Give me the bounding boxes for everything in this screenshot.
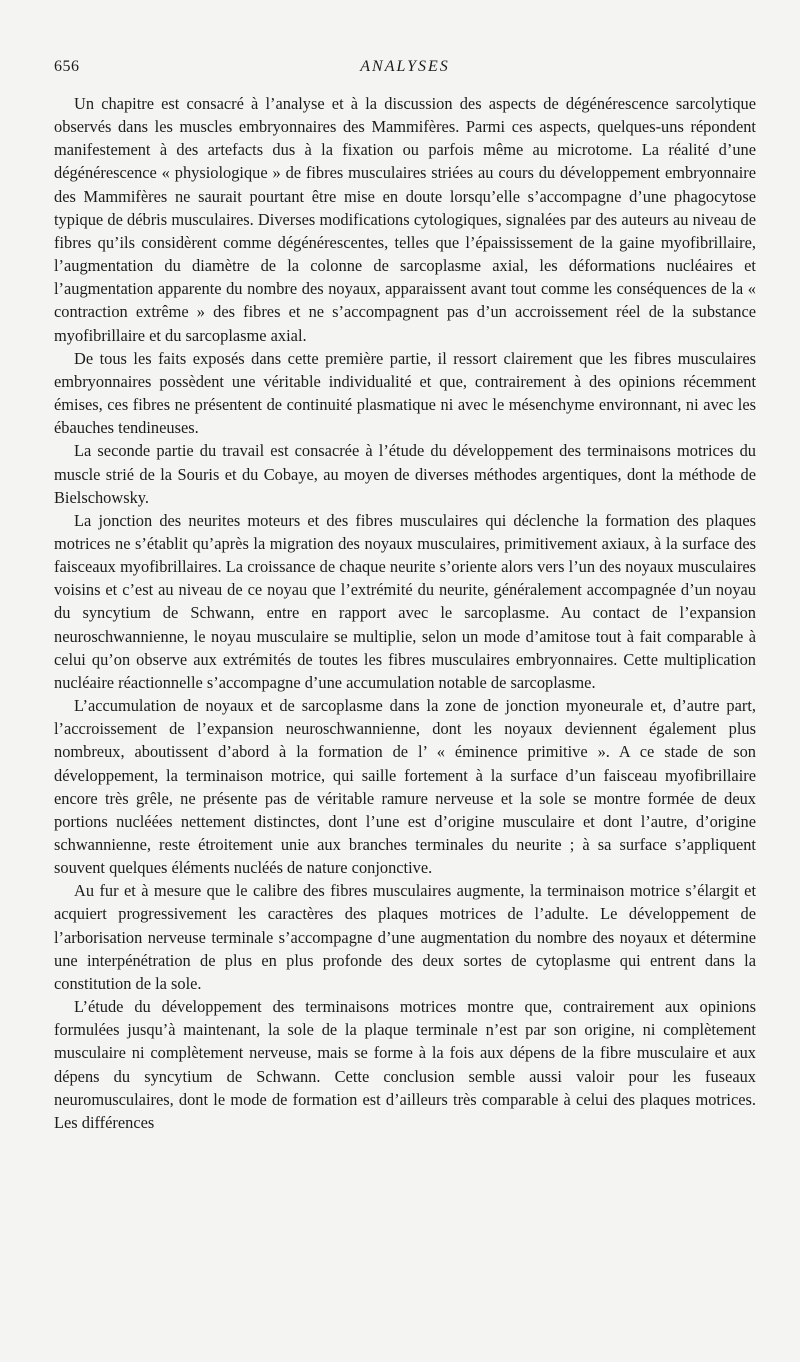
paragraph-individualite: De tous les faits exposés dans cette première partie, il ressort clairement que les fibres musculaires embryonnaires possèdent une véritable individualité et que, contrairement à des opinions récemment émises, ces fibres ne présentent de continuité plasmatique ni avec le mésenchyme environnant, ni avec les ébauches tendineuses. (54, 348, 756, 438)
paragraph-calibre: Au fur et à mesure que le calibre des fibres musculaires augmente, la terminaison motrice s’élargit et acquiert progressivement les caractères des plaques motrices de l’adulte. Le développement de l’arborisation nerveuse terminale s’accompagne d’une augmentation du nombre des noyaux et détermine une interpénétration de plus en plus profonde des deux sortes de cytoplasme qui entrent dans la constitution de la sole. (54, 881, 756, 993)
page-header (54, 58, 756, 84)
paragraph-conclusion: L’étude du développement des terminaisons motrices montre que, contrairement aux opinions formulées jusqu’à maintenant, la sole de la plaque terminale n’est par son origine, ni complètement musculaire ni complètement nerveuse, mais se forme à la fois aux dépens de la fibre musculaire et aux dépens du syncytium de Schwann. Cette conclusion semble aussi valoir pour les fuseaux neuromusculaires, dont le mode de formation est d’ailleurs très comparable à celui des plaques motrices. Les différences (54, 997, 756, 1132)
running-title: ANALYSES (360, 58, 450, 75)
page-number: 656 (54, 58, 80, 75)
body-text (54, 92, 756, 1134)
paragraph-seconde-partie: La seconde partie du travail est consacrée à l’étude du développement des terminaisons motrices du muscle strié de la Souris et du Cobaye, au moyen de diverses méthodes argentiques, dont la méthode de Bielschowsky. (54, 441, 756, 507)
paragraph-jonction: La jonction des neurites moteurs et des fibres musculaires qui déclenche la formation des plaques motrices ne s’établit qu’après la migration des noyaux musculaires, primitivement axiaux, à la surface des faisceaux myofibrillaires. La croissance de chaque neurite s’oriente alors vers l’un des noyaux musculaires voisins et c’est au niveau de ce noyau que l’extrémité du neurite, généralement accompagnée d’un noyau du syncytium de Schwann, entre en rapport avec le sarcoplasme. Au contact de l’expansion neuroschwannienne, le noyau musculaire se multiplie, selon un mode d’amitose tout à fait comparable à celui qu’on observe aux extrémités de toutes les fibres musculaires embryonnaires. Cette multiplication nucléaire réactionnelle s’accompagne d’une accumulation notable de sarcoplasme. (54, 510, 756, 692)
paragraph-degenerescence: Un chapitre est consacré à l’analyse et à la discussion des aspects de dégénérescence sarcolytique observés dans les muscles embryonnaires des Mammifères. Parmi ces aspects, quelques-uns répondent manifestement à des artefacts dus à la fixation ou parfois même au microtome. La réalité d’une dégénérescence « physiologique » de fibres musculaires striées au cours du développement embryonnaire des Mammifères ne saurait pourtant être mise en doute lorsqu’elle s’accompagne d’une phagocytose typique de débris musculaires. Diverses modifications cytologiques, signalées par des auteurs au niveau de fibres qu’ils considèrent comme dégénérescentes, telles que l’épaississement de la gaine myofibrillaire, l’augmentation du diamètre de la colonne de sarcoplasme axial, les déformations nucléaires et l’augmentation apparente du nombre des noyaux, apparaissent avant tout comme les conséquences de la « contraction extrême » des fibres et ne s’accompagnent pas d’un accroissement réel de la substance myofibrillaire et du sarcoplasme axial. (54, 94, 756, 345)
paragraph-accumulation: L’accumulation de noyaux et de sarcoplasme dans la zone de jonction myoneurale et, d’autre part, l’accroissement de l’expansion neuroschwannienne, dont les noyaux deviennent également plus nombreux, aboutissent d’abord à la formation de l’ « éminence primitive ». A ce stade de son développement, la terminaison motrice, qui saille fortement à la surface d’un faisceau myofibrillaire encore très grêle, ne présente pas de véritable ramure nerveuse et la sole se montre formée de deux portions nucléées nettement distinctes, dont l’une est d’origine musculaire et dont l’autre, d’origine schwannienne, reste étroitement unie aux branches terminales du neurite ; à sa surface s’appliquent souvent quelques éléments nucléés de nature conjonctive. (54, 696, 756, 878)
